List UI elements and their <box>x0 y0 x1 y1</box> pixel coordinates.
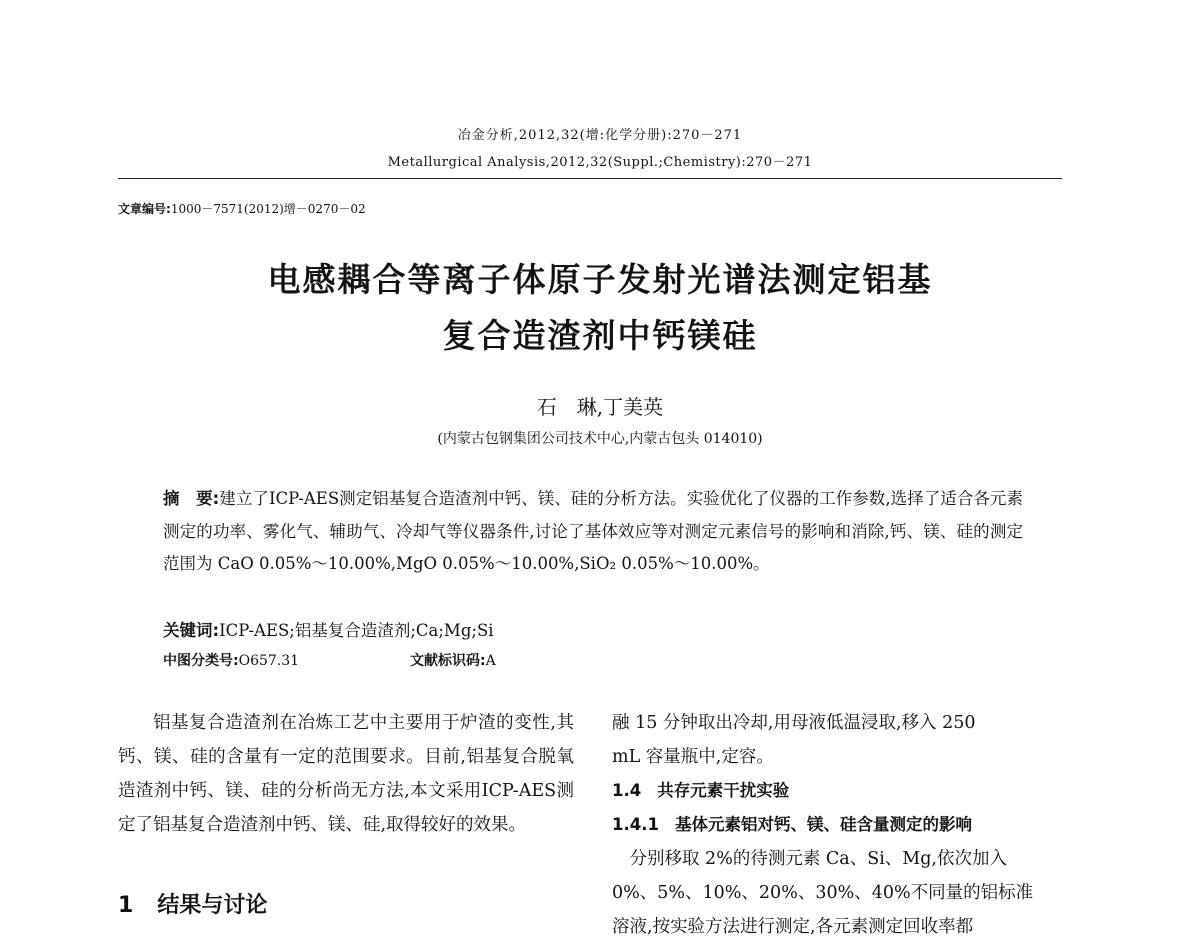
body-line: 融 15 分钟取出冷却,用母液低温浸取,移入 250 <box>612 713 976 733</box>
body-left-column <box>118 706 574 842</box>
subsubsection-number: 1.4.1 <box>612 815 659 834</box>
keywords <box>163 617 494 641</box>
abstract-label: 摘 要: <box>163 489 220 508</box>
abstract-text: 建立了ICP-AES测定铝基复合造渣剂中钙、镁、硅的分析方法。实验优化了仪器的工作参数,选择了适合各元素测定的功率、雾化气、辅助气、冷却气等仪器条件,讨论了基体效应等对测定元素信号的影响和消除,钙、镁、硅的测定范围为 CaO 0.05%～10.00%,MgO 0.05%～10.00%,SiO₂ 0.05%～10.00%。 <box>163 489 1023 573</box>
document-code <box>410 650 496 670</box>
subsection-heading <box>612 774 1064 808</box>
document-code-label: 文献标识码: <box>410 653 486 669</box>
subsection-number: 1.4 <box>612 781 642 800</box>
section-heading <box>118 888 267 919</box>
body-line: 分别移取 2%的待测元素 Ca、Si、Mg,依次加入 <box>612 849 1007 869</box>
paper-title-line-2: 复合造渣剂中钙镁硅 <box>442 316 758 355</box>
body-right-column <box>612 706 1064 944</box>
classification-number <box>163 650 299 670</box>
paper-title-line-1: 电感耦合等离子体原子发射光谱法测定铝基 <box>267 260 933 299</box>
subsection-title: 共存元素干扰实验 <box>657 781 790 800</box>
authors: 石 琳,丁美英 <box>536 395 664 419</box>
article-number-label: 文章编号: <box>118 202 171 216</box>
keywords-text: ICP-AES;铝基复合造渣剂;Ca;Mg;Si <box>219 621 494 640</box>
article-number-value: 1000－7571(2012)增－0270－02 <box>170 202 366 216</box>
body-line: mL 容量瓶中,定容。 <box>612 747 774 767</box>
classification-label: 中图分类号: <box>163 653 239 669</box>
subsubsection-heading <box>612 808 1064 842</box>
article-number <box>118 200 366 217</box>
abstract <box>163 483 1023 581</box>
journal-citation-en: Metallurgical Analysis,2012,32(Suppl.;Chemistry):270－271 <box>387 155 813 170</box>
keywords-label: 关键词: <box>163 621 220 640</box>
intro-paragraph: 铝基复合造渣剂在冶炼工艺中主要用于炉渣的变性,其钙、镁、硅的含量有一定的范围要求。目前,铝基复合脱氧造渣剂中钙、镁、硅的分析尚无方法,本文采用ICP-AES测定了铝基复合造渣剂中钙、镁、硅,取得较好的效果。 <box>118 713 574 835</box>
body-line: 溶液,按实验方法进行测定,各元素测定回收率都 <box>612 917 974 937</box>
affiliation: (内蒙古包钢集团公司技术中心,内蒙古包头 014010) <box>437 431 763 447</box>
document-code-value: A <box>485 653 496 669</box>
journal-citation-cn: 冶金分析,2012,32(增:化学分册):270－271 <box>457 128 743 143</box>
subsubsection-title: 基体元素铝对钙、镁、硅含量测定的影响 <box>674 815 972 834</box>
section-title: 结果与讨论 <box>157 893 268 918</box>
classification-value: O657.31 <box>238 653 300 669</box>
header-divider <box>118 178 1062 179</box>
section-number: 1 <box>118 893 134 918</box>
body-line: 0%、5%、10%、20%、30%、40%不同量的铝标准 <box>612 883 1034 903</box>
